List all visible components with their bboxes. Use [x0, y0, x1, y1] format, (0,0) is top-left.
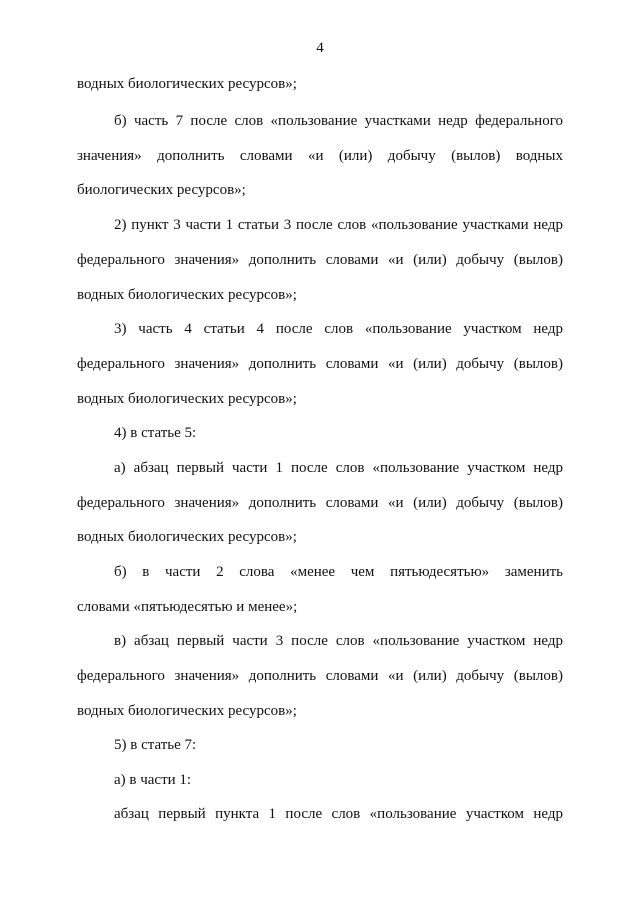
text-line: биологических ресурсов»; — [77, 182, 246, 198]
text-line: водных биологических ресурсов»; — [77, 703, 297, 719]
text-line: водных биологических ресурсов»; — [77, 76, 297, 92]
text-line: федерального значения» дополнить словами «и (или) добычу (вылов) — [77, 668, 563, 684]
text-line: федерального значения» дополнить словами «и (или) добычу (вылов) — [77, 252, 563, 268]
page-number: 4 — [316, 40, 324, 56]
text-line: словами «пятьюдесятью и менее»; — [77, 599, 298, 615]
text-line: а) в части 1: — [114, 772, 192, 788]
text-line: б) в части 2 слова «менее чем пятьюдесятью» заменить — [114, 564, 563, 580]
text-line: 2) пункт 3 части 1 статьи 3 после слов «пользование участками недр — [114, 217, 563, 233]
text-line: федерального значения» дополнить словами «и (или) добычу (вылов) — [77, 495, 563, 511]
text-line: б) часть 7 после слов «пользование участками недр федерального — [114, 113, 563, 129]
text-line: в) абзац первый части 3 после слов «пользование участком недр — [114, 633, 563, 649]
text-line: а) абзац первый части 1 после слов «пользование участком недр — [114, 460, 563, 476]
text-line: водных биологических ресурсов»; — [77, 287, 297, 303]
text-line: федерального значения» дополнить словами «и (или) добычу (вылов) — [77, 356, 563, 372]
text-line: водных биологических ресурсов»; — [77, 529, 297, 545]
text-line: водных биологических ресурсов»; — [77, 391, 297, 407]
text-line: 5) в статье 7: — [114, 737, 197, 753]
text-line: 4) в статье 5: — [114, 425, 197, 441]
text-line: 3) часть 4 статьи 4 после слов «пользование участком недр — [114, 321, 563, 337]
text-line: значения» дополнить словами «и (или) добычу (вылов) водных — [77, 148, 563, 164]
text-line: абзац первый пункта 1 после слов «пользование участком недр — [114, 806, 563, 822]
